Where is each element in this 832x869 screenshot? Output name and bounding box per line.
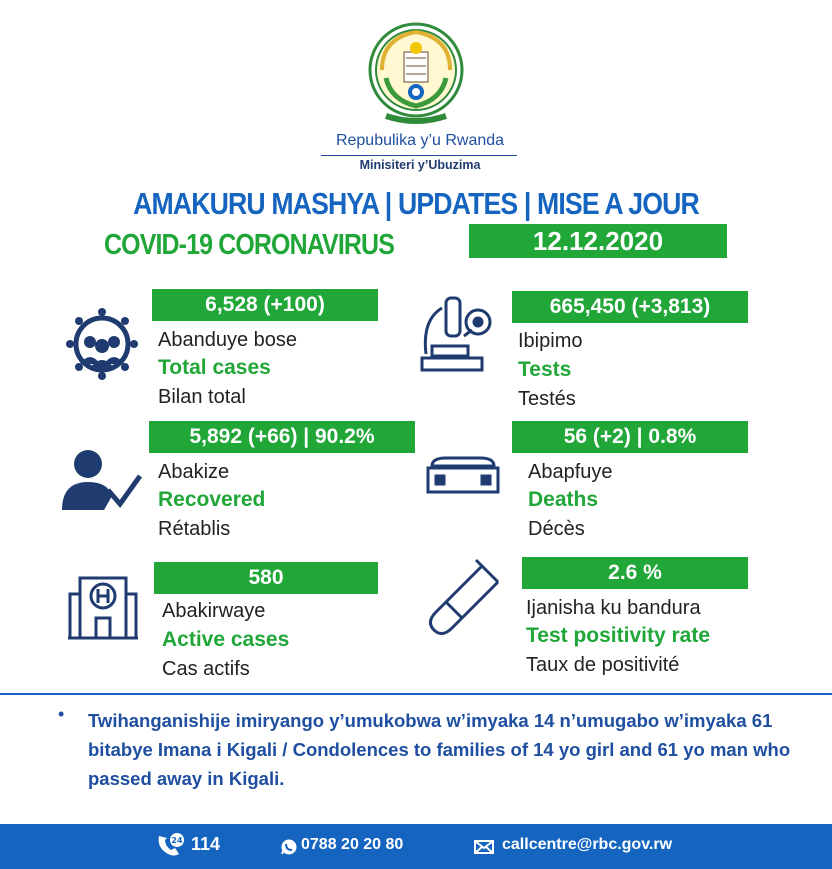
recovered-label-rw: Abakize <box>158 461 230 483</box>
phone-24-icon <box>155 832 185 858</box>
rwanda-seal-logo <box>366 18 466 134</box>
active-cases-value: 580 <box>154 562 378 594</box>
subheadline: COVID-19 CORONAVIRUS <box>104 229 394 261</box>
positivity-label-fr: Taux de positivité <box>526 654 680 676</box>
headline: AMAKURU MASHYA | UPDATES | MISE A JOUR <box>133 186 699 221</box>
active-cases-label-fr: Cas actifs <box>162 658 250 680</box>
total-cases-value: 6,528 (+100) <box>152 289 378 321</box>
condolence-note: Twihanganishije imiryango y’umukobwa w’imyaka 14 n’umugabo w’imyaka 61 bitabye Imana i Kigali / Condolences to families of 14 yo girl and 61 yo man who passed away in Kigali. <box>88 710 791 789</box>
recovered-label-fr: Rétablis <box>158 518 231 540</box>
svg-text:24: 24 <box>171 836 183 845</box>
total-cases-label-en: Total cases <box>158 356 271 379</box>
divider <box>321 155 517 156</box>
whatsapp-icon <box>280 838 298 856</box>
person-check-icon <box>58 446 142 512</box>
tests-value: 665,450 (+3,813) <box>512 291 748 323</box>
whatsapp-number[interactable]: 0788 20 20 80 <box>301 836 404 853</box>
deaths-value: 56 (+2) | 0.8% <box>512 421 748 453</box>
deaths-label-rw: Abapfuye <box>528 461 613 483</box>
tests-label-en: Tests <box>518 358 572 381</box>
section-divider <box>0 693 832 695</box>
ministry-name: Minisiteri y’Ubuzima <box>359 158 481 172</box>
test-tube-icon <box>418 554 504 640</box>
microscope-icon <box>416 294 496 376</box>
positivity-label-rw: Ijanisha ku bandura <box>526 597 701 619</box>
email-address[interactable]: callcentre@rbc.gov.rw <box>502 836 673 853</box>
total-cases-label-fr: Bilan total <box>158 386 246 408</box>
footer-bar <box>0 824 832 869</box>
total-cases-label-rw: Abanduye bose <box>158 329 298 351</box>
deaths-label-en: Deaths <box>528 488 599 511</box>
hotline-number[interactable]: 114 <box>191 834 221 854</box>
active-cases-label-en: Active cases <box>162 628 290 651</box>
recovered-label-en: Recovered <box>158 488 266 511</box>
positivity-value: 2.6 % <box>522 557 748 589</box>
hospital-icon <box>66 572 140 640</box>
coffin-icon <box>426 456 500 496</box>
virus-people-icon <box>66 308 138 380</box>
tests-label-fr: Testés <box>518 388 576 410</box>
active-cases-label-rw: Abakirwaye <box>162 600 266 622</box>
republic-name: Repubulika y’u Rwanda <box>335 132 505 149</box>
mail-icon <box>474 840 494 854</box>
deaths-label-fr: Décès <box>528 518 585 540</box>
date-badge: 12.12.2020 <box>469 224 727 258</box>
positivity-label-en: Test positivity rate <box>526 624 710 647</box>
tests-label-rw: Ibipimo <box>518 330 583 352</box>
note-bullet: • <box>58 704 65 724</box>
recovered-value: 5,892 (+66) | 90.2% <box>149 421 415 453</box>
